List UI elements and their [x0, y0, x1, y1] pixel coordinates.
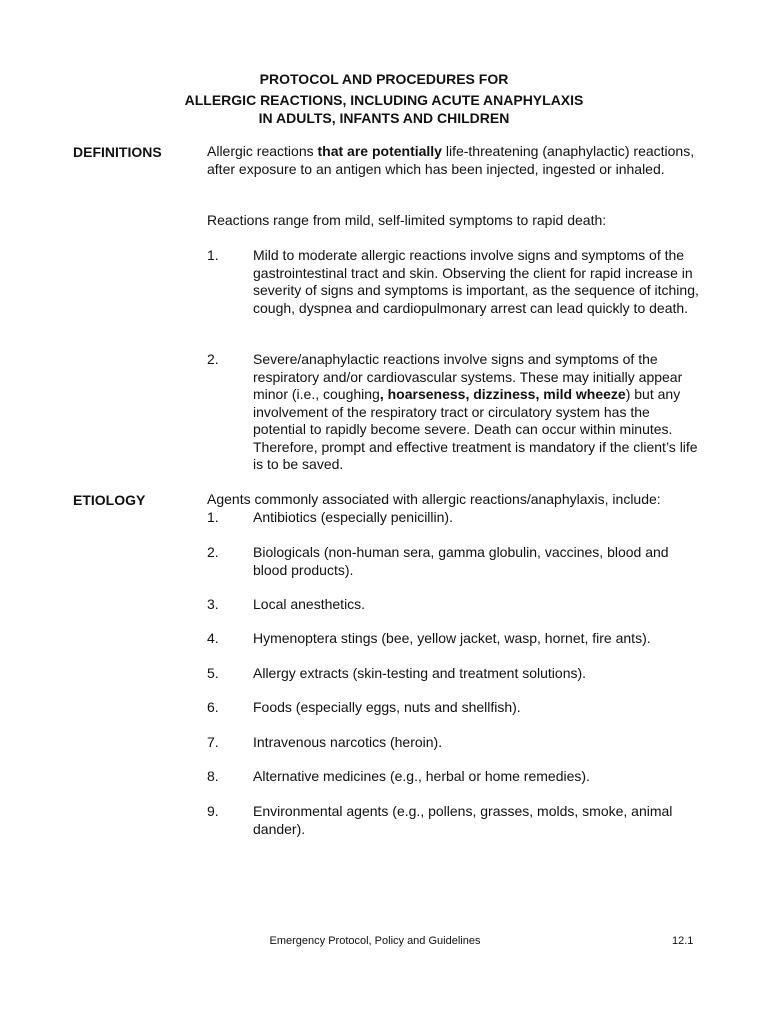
list-number: 6.: [207, 699, 219, 715]
list-number: 9.: [207, 803, 219, 819]
item2-text-bold: , hoarseness, dizziness, mild wheeze: [379, 386, 626, 402]
list-number: 1.: [207, 247, 219, 263]
page-title-line-1: PROTOCOL AND PROCEDURES FOR: [259, 71, 509, 87]
footer-title: Emergency Protocol, Policy and Guidelines: [269, 935, 481, 947]
definitions-heading: DEFINITIONS: [73, 144, 162, 160]
list-number: 7.: [207, 734, 219, 750]
list-item-text: Alternative medicines (e.g., herbal or home remedies).: [253, 768, 590, 784]
page-number: 12.1: [672, 935, 694, 947]
list-item-text: Hymenoptera stings (bee, yellow jacket, wasp, hornet, fire ants).: [253, 630, 651, 646]
etiology-heading: ETIOLOGY: [73, 492, 146, 508]
list-item-text: Environmental agents (e.g., pollens, grasses, molds, smoke, animal dander).: [253, 803, 673, 837]
list-item-text: Antibiotics (especially penicillin).: [253, 509, 453, 525]
list-item-text: Mild to moderate allergic reactions involve signs and symptoms of the gastrointestinal tract and skin. Observing the client for rapid increase in severity of signs and symptoms is important, as the sequence of itching, cough, dyspnea and cardiopulmonary arrest can lead quickly to death.: [253, 247, 699, 316]
reactions-range-paragraph: Reactions range from mild, self-limited symptoms to rapid death:: [207, 212, 607, 228]
page-title-line-2: ALLERGIC REACTIONS, INCLUDING ACUTE ANAPHYLAXIS: [184, 92, 584, 108]
item2-text-a: Severe/anaphylactic reactions involve signs and symptoms of the respiratory and/or cardiovascular systems. These may initially appear minor (i.e., coughing: [253, 351, 683, 402]
list-number: 2.: [207, 544, 219, 560]
list-item-text: Local anesthetics.: [253, 596, 366, 612]
list-item-text: Intravenous narcotics (heroin).: [253, 734, 443, 750]
definitions-text-c: life-threatening (anaphylactic) reactions, after exposure to an antigen which has been injected, ingested or inhaled.: [207, 143, 695, 177]
list-item-text: Biologicals (non-human sera, gamma globulin, vaccines, blood and blood products).: [253, 544, 669, 578]
list-item-text: Allergy extracts (skin-testing and treatment solutions).: [253, 665, 587, 681]
etiology-intro: Agents commonly associated with allergic reactions/anaphylaxis, include:: [207, 491, 661, 507]
list-item-text: Foods (especially eggs, nuts and shellfish).: [253, 699, 521, 715]
list-number: 8.: [207, 768, 219, 784]
definitions-paragraph: [207, 143, 707, 178]
list-number: 2.: [207, 351, 219, 367]
list-number: 5.: [207, 665, 219, 681]
definitions-text-bold: that are potentially: [317, 143, 442, 159]
page-title-line-3: IN ADULTS, INFANTS AND CHILDREN: [258, 110, 510, 126]
list-number: 1.: [207, 509, 219, 525]
list-number: 3.: [207, 596, 219, 612]
item2-text-c: ) but any involvement of the respiratory tract or circulatory system has the potential to rapidly become severe. Death can occur within minutes. Therefore, prompt and effective treatment is mandatory if the client’s life is to be saved.: [253, 386, 698, 472]
list-item-text: [253, 351, 703, 474]
list-number: 4.: [207, 630, 219, 646]
definitions-text-a: Allergic reactions: [207, 143, 318, 159]
